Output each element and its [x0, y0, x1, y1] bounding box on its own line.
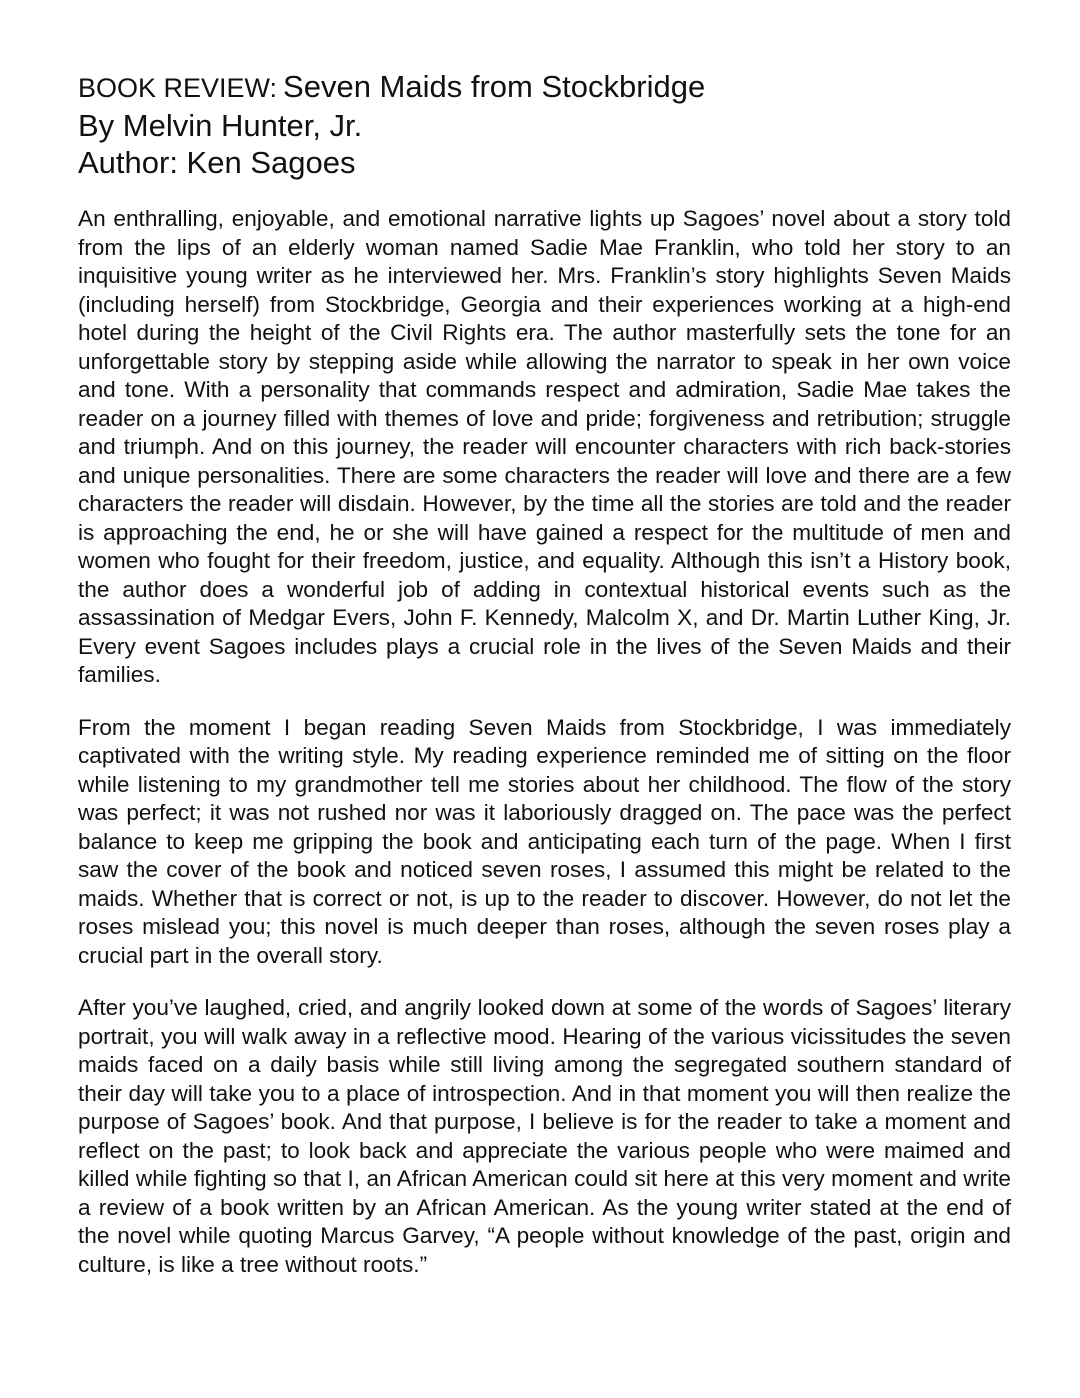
- review-label: BOOK REVIEW:: [78, 73, 278, 103]
- review-title-line: [78, 68, 1011, 107]
- book-title: Seven Maids from Stockbridge: [283, 69, 706, 104]
- review-paragraph-3: After you’ve laughed, cried, and angrily looked down at some of the words of Sagoes’ literary portrait, you will walk away in a reflective mood. Hearing of the various vicissitudes the seven maids faced on a daily basis while still living among the segregated southern standard of their day will take you to a place of introspection. And in that moment you will then realize the purpose of Sagoes’ book. And that purpose, I believe is for the reader to take a moment and reflect on the past; to look back and appreciate the various people who were maimed and killed while fighting so that I, an African American could sit here at this very moment and write a review of a book written by an African American. As the young writer stated at the end of the novel while quoting Marcus Garvey, “A people without knowledge of the past, origin and culture, is like a tree without roots.”: [78, 995, 1011, 1277]
- book-author-line: Author: Ken Sagoes: [78, 145, 356, 180]
- document-page: [78, 68, 1011, 1303]
- reviewer-byline: By Melvin Hunter, Jr.: [78, 108, 363, 143]
- review-heading: [78, 68, 1011, 181]
- review-paragraph-1: An enthralling, enjoyable, and emotional narrative lights up Sagoes’ novel about a story told from the lips of an elderly woman named Sadie Mae Franklin, who told her story to an inquisitive young writer as he interviewed her. Mrs. Franklin’s story highlights Seven Maids (including herself) from Stockbridge, Georgia and their experiences working at a high-end hotel during the height of the Civil Rights era. The author masterfully sets the tone for an unforgettable story by stepping aside while allowing the narrator to speak in her own voice and tone. With a personality that commands respect and admiration, Sadie Mae takes the reader on a journey filled with themes of love and pride; forgiveness and retribution; struggle and triumph. And on this journey, the reader will encounter characters with rich back-stories and unique personalities. There are some characters the reader will love and there are a few characters the reader will disdain. However, by the time all the stories are told and the reader is approaching the end, he or she will have gained a respect for the multitude of men and women who fought for their freedom, justice, and equality. Although this isn’t a History book, the author does a wonderful job of adding in contextual historical events such as the assassination of Medgar Evers, John F. Kennedy, Malcolm X, and Dr. Martin Luther King, Jr. Every event Sagoes includes plays a crucial role in the lives of the Seven Maids and their families.: [78, 206, 1011, 687]
- review-paragraph-2: From the moment I began reading Seven Maids from Stockbridge, I was immediately captivated with the writing style. My reading experience reminded me of sitting on the floor while listening to my grandmother tell me stories about her childhood. The flow of the story was perfect; it was not rushed nor was it laboriously dragged on. The pace was the perfect balance to keep me gripping the book and anticipating each turn of the page. When I first saw the cover of the book and noticed seven roses, I assumed this might be related to the maids. Whether that is correct or not, is up to the reader to discover. However, do not let the roses mislead you; this novel is much deeper than roses, although the seven roses play a crucial part in the overall story.: [78, 714, 1011, 968]
